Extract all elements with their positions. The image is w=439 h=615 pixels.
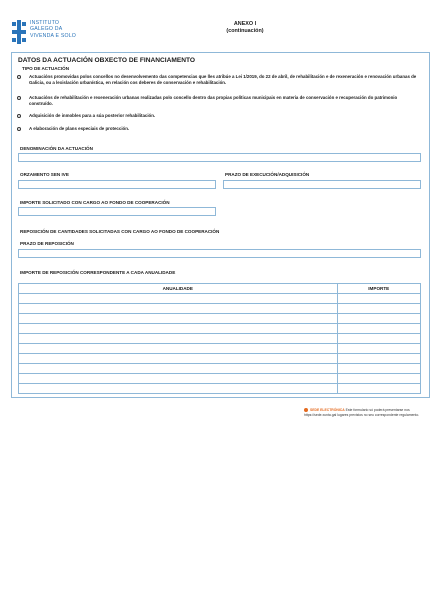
replacement-deadline-field[interactable] xyxy=(18,249,421,258)
annuity-cell[interactable] xyxy=(19,304,338,314)
table-row xyxy=(19,354,421,364)
action-type-label: TIPO DE ACTUACIÓN xyxy=(22,66,70,71)
logo-line-2: GALEGO DA xyxy=(30,26,63,33)
option-label: A elaboración de plans especiais de protección. xyxy=(29,126,130,131)
denomination-field[interactable] xyxy=(18,153,421,162)
table-row xyxy=(19,374,421,384)
radio-icon[interactable] xyxy=(17,96,21,100)
annuity-cell[interactable] xyxy=(19,354,338,364)
footer-note xyxy=(304,408,432,417)
footer-line-1: Este formulario só poderá presentarse nos xyxy=(345,408,410,412)
amount-cell[interactable] xyxy=(337,354,420,364)
table-row xyxy=(19,384,421,394)
amount-cell[interactable] xyxy=(337,344,420,354)
radio-icon[interactable] xyxy=(17,114,21,118)
annuity-cell[interactable] xyxy=(19,324,338,334)
annex-header xyxy=(200,21,290,35)
table-row xyxy=(19,364,421,374)
section-title: DATOS DA ACTUACIÓN OBXECTO DE FINANCIAMENTO xyxy=(18,57,196,64)
logo-line-1: INSTITUTO xyxy=(30,20,60,26)
logo-line-3: VIVENDA E SOLO xyxy=(30,32,77,39)
annuity-cell[interactable] xyxy=(19,384,338,394)
annex-title: ANEXO I xyxy=(233,21,257,27)
radio-icon[interactable] xyxy=(17,127,21,131)
logo-text xyxy=(30,20,76,39)
replacement-amount-label: IMPORTE DE REPOSICIÓN CORRESPONDENTE A CADA ANUALIDADE xyxy=(20,270,176,275)
amount-cell[interactable] xyxy=(337,324,420,334)
table-row xyxy=(19,344,421,354)
option-property-acquisition[interactable] xyxy=(17,113,417,119)
table-row xyxy=(19,304,421,314)
annuity-header: ANUALIDADE xyxy=(19,284,338,294)
amount-header: IMPORTE xyxy=(337,284,420,294)
replacement-title: REPOSICIÓN DE CANTIDADES SOLICITADAS CON CARGO AO FONDO DE COOPERACIÓN xyxy=(20,229,220,234)
denomination-label: DENOMINACIÓN DA ACTUACIÓN xyxy=(20,146,93,151)
option-municipal-policies[interactable] xyxy=(17,95,417,107)
table-row xyxy=(19,294,421,304)
option-label: Adquisición de inmobles para a súa posterior rehabilitación. xyxy=(29,113,156,118)
annuity-cell[interactable] xyxy=(19,294,338,304)
logo-mark-icon xyxy=(12,20,26,44)
option-label: Actuacións promovidas polos concellos no desenvolvemento das competencias que lles atribúe a Lei 1/2019, do 22 de abril, de rehabilitación e de rexeneración e renovación urbanas de Galicia, ou a lexislación urbanística, en relación cos deberes de conservación e rehabilitación. xyxy=(29,74,417,85)
amount-cell[interactable] xyxy=(337,334,420,344)
annuity-cell[interactable] xyxy=(19,374,338,384)
table-row xyxy=(19,324,421,334)
amount-cell[interactable] xyxy=(337,384,420,394)
footer-url[interactable]: https://sede.xunta.gal xyxy=(304,412,337,417)
amount-cell[interactable] xyxy=(337,304,420,314)
amount-cell[interactable] xyxy=(337,364,420,374)
amount-cell[interactable] xyxy=(337,374,420,384)
requested-amount-label: IMPORTE SOLICITADO CON CARGO AO FONDO DE COOPERACIÓN xyxy=(20,200,170,205)
replacement-deadline-label: PRAZO DE REPOSICIÓN xyxy=(20,241,74,246)
amount-cell[interactable] xyxy=(337,314,420,324)
exec-deadline-label: PRAZO DE EXECUCIÓN/ADQUISICIÓN xyxy=(225,172,310,177)
option-protection-plans[interactable] xyxy=(17,126,417,132)
table-row xyxy=(19,334,421,344)
exec-deadline-field[interactable] xyxy=(223,180,421,189)
sede-brand: SEDE ELECTRÓNICA xyxy=(310,408,345,412)
footer-line-2: lugares previstos no seu correspondente regulamento. xyxy=(337,412,420,417)
radio-icon[interactable] xyxy=(17,75,21,79)
sede-icon xyxy=(304,408,308,412)
annuity-cell[interactable] xyxy=(19,314,338,324)
annuity-cell[interactable] xyxy=(19,334,338,344)
annuity-cell[interactable] xyxy=(19,344,338,354)
annuity-cell[interactable] xyxy=(19,364,338,374)
budget-field[interactable] xyxy=(18,180,216,189)
option-municipal-competences[interactable] xyxy=(17,74,417,86)
replacement-table xyxy=(18,283,421,394)
budget-label: ORZAMENTO SEN IVE xyxy=(20,172,69,177)
table-row xyxy=(19,314,421,324)
annex-subtitle: (continuación) xyxy=(226,28,264,34)
amount-cell[interactable] xyxy=(337,294,420,304)
option-label: Actuacións de rehabilitación e rexeneración urbanas realizadas polo concello dentro das propias políticas municipais en materia de conservación e recuperación do patrimonio construído. xyxy=(29,95,398,106)
institute-logo xyxy=(12,20,76,46)
requested-amount-field[interactable] xyxy=(18,207,216,216)
